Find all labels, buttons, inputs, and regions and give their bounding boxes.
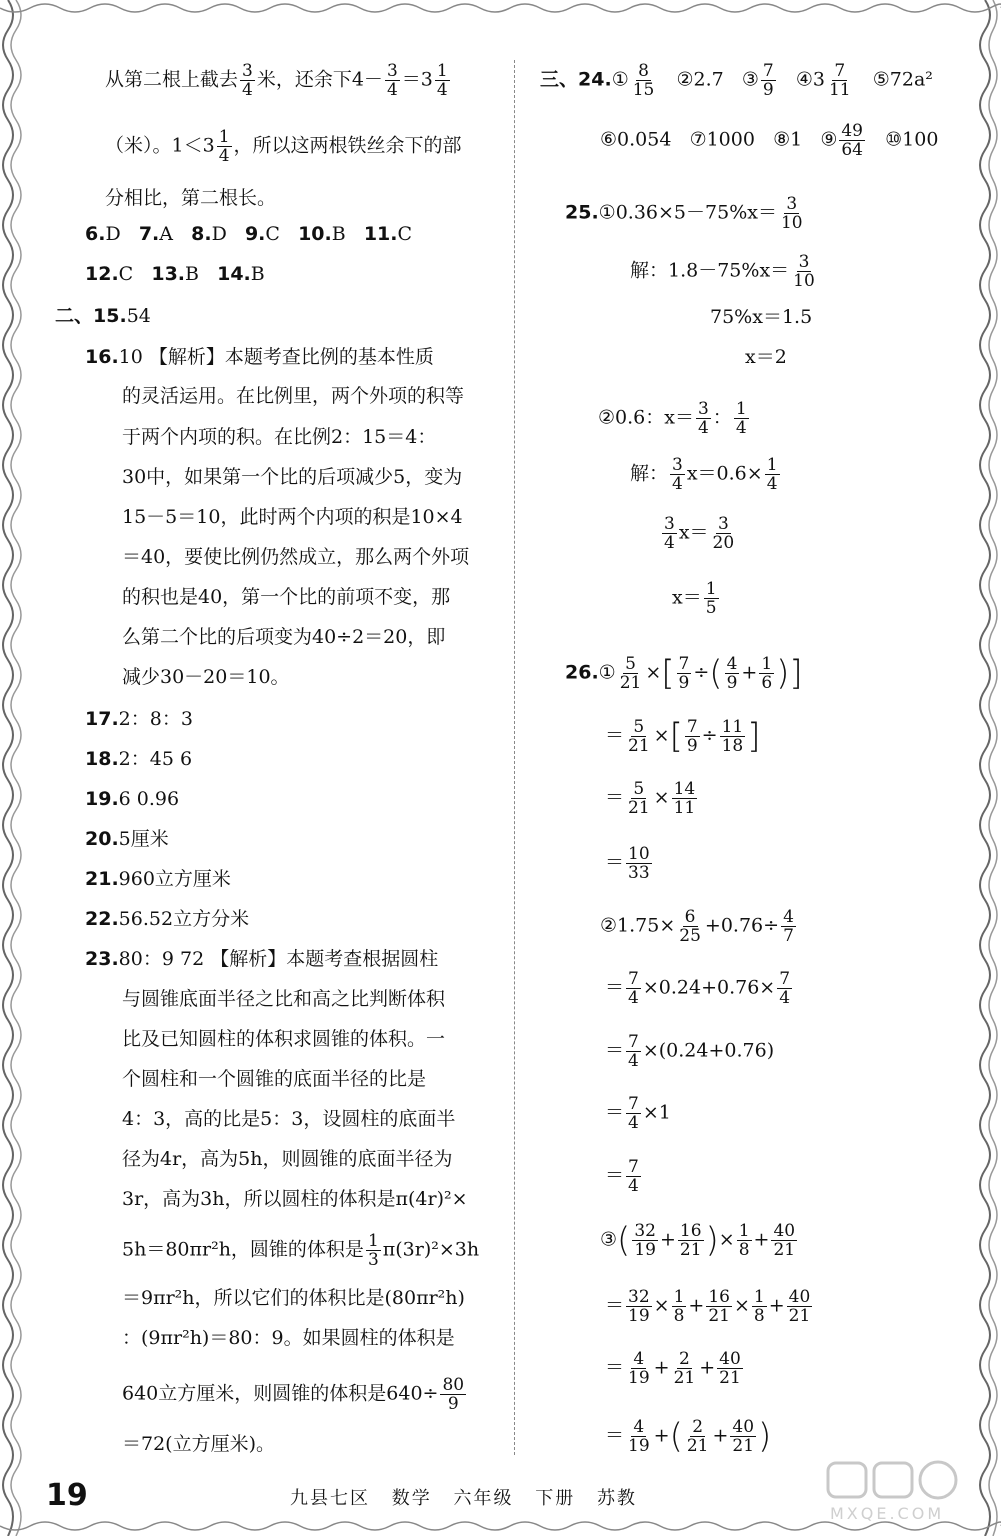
question-number: 26. bbox=[565, 661, 599, 684]
q16-text: ＝40，要使比例仍然成立，那么两个外项 bbox=[122, 546, 470, 568]
text: x＝ bbox=[672, 586, 702, 609]
q26-1-step4: ＝ $\frac{10}{33}$ bbox=[605, 844, 650, 883]
q24-line-1: 三、24.① $\frac{8}{15}$ ②2.7 ③ $\frac{7}{9}$ ④3 $\frac{7}{11}$ ⑤72a² bbox=[540, 61, 933, 100]
answer: ⑤72a² bbox=[872, 68, 933, 91]
q25-eq3: 75%x＝1.5 bbox=[710, 306, 813, 328]
answer: C bbox=[265, 223, 280, 245]
answer: D bbox=[105, 223, 121, 245]
fraction: $\frac{80}{9}$ bbox=[442, 1375, 465, 1414]
question-number: 21. bbox=[85, 868, 119, 890]
answer: B bbox=[250, 263, 265, 285]
line-l3: 分相比，第二根长。 bbox=[105, 187, 277, 209]
text: ，所以这两根铁丝余下的部 bbox=[233, 134, 462, 157]
question-number: 24. bbox=[578, 68, 612, 91]
question-number: 19. bbox=[85, 788, 119, 810]
q25-eq4: x＝2 bbox=[745, 346, 787, 368]
answer: D bbox=[211, 223, 227, 245]
q15-line bbox=[55, 302, 151, 330]
q26-1-step2: ＝ $\frac{5}{21}$ ×[ $\frac{7}{9}$ ÷ $\frac{11}{18}$ ] bbox=[605, 716, 761, 757]
answer: ⑦1000 bbox=[689, 128, 755, 151]
question-number: 11. bbox=[363, 223, 398, 245]
answer: 6 0.96 bbox=[118, 788, 180, 810]
q19-line bbox=[85, 785, 179, 813]
footer-grade: 六年级 bbox=[453, 1488, 514, 1509]
question-number: 12. bbox=[85, 263, 119, 285]
q16-text: 30中，如果第一个比的后项减少5，变为 bbox=[122, 466, 463, 488]
answer: A bbox=[159, 223, 173, 245]
q26-2-step2: ＝ $\frac{7}{4}$ ×0.24+0.76× $\frac{7}{4}$ bbox=[605, 969, 791, 1008]
question-number: 15. bbox=[93, 305, 127, 327]
q23-text: ＝72(立方厘米)。 bbox=[122, 1433, 276, 1455]
question-number: 16. bbox=[85, 346, 119, 368]
q17-line bbox=[85, 705, 193, 733]
answer: C bbox=[397, 223, 413, 245]
q23-text: 比及已知圆柱的体积求圆锥的体积。一 bbox=[122, 1028, 446, 1050]
question-number: 10. bbox=[298, 223, 332, 245]
q23-text: 个圆柱和一个圆锥的底面半径的比是 bbox=[122, 1068, 427, 1090]
q26-2-step5: ＝ $\frac{7}{4}$ bbox=[605, 1157, 639, 1196]
fraction: $\frac{3}{4}$ bbox=[242, 61, 253, 100]
q26-2-step3: ＝ $\frac{7}{4}$ ×(0.24+0.76) bbox=[605, 1032, 775, 1071]
svg-text:MXQE.COM: MXQE.COM bbox=[830, 1504, 945, 1523]
answer: ⑥0.054 bbox=[600, 128, 672, 151]
text: 640立方厘米，则圆锥的体积是640÷ bbox=[122, 1382, 439, 1405]
q23-text: ：(9πr²h)＝80：9。如果圆柱的体积是 bbox=[122, 1327, 455, 1349]
footer-region: 九县七区 bbox=[290, 1488, 370, 1509]
footer-info bbox=[290, 1484, 637, 1510]
text: ①0.36×5－75%x＝ bbox=[598, 201, 777, 224]
question-number: 14. bbox=[217, 263, 251, 285]
fraction: $\frac{3}{4}$ bbox=[386, 61, 398, 100]
fraction: $\frac{1}{4}$ bbox=[436, 61, 448, 100]
answer: B bbox=[185, 263, 199, 285]
q16-text: 的灵活运用。在比例里，两个外项的积等 bbox=[122, 385, 465, 407]
question-number: 20. bbox=[85, 828, 119, 850]
question-number: 13. bbox=[151, 263, 186, 285]
text: ＝3 bbox=[401, 68, 433, 91]
q23-text: 径为4r，高为5h，则圆锥的底面半径为 bbox=[122, 1148, 453, 1170]
answer: 80：9 72 【解析】本题考查根据圆柱 bbox=[118, 948, 439, 970]
wavy-border-right bbox=[973, 0, 1001, 1536]
q16-text: 么第二个比的后项变为40÷2＝20，即 bbox=[122, 626, 446, 648]
q16-text: 的积也是40，第一个比的前项不变，那 bbox=[122, 586, 451, 608]
q22-line bbox=[85, 905, 249, 933]
question-number: 9. bbox=[244, 223, 266, 245]
choice-row-1 bbox=[85, 220, 412, 248]
q26-1-step1: 26.① $\frac{5}{21}$ ×[ $\frac{7}{9}$ ÷( $\frac{4}{9}$ + $\frac{1}{6}$ )] bbox=[565, 653, 803, 694]
q26-2-step4: ＝ $\frac{7}{4}$ ×1 bbox=[605, 1094, 671, 1133]
footer-edition: 苏教 bbox=[596, 1488, 637, 1509]
wavy-border-top bbox=[0, 0, 1001, 24]
fraction: $\frac{1}{3}$ bbox=[367, 1231, 379, 1270]
q23-text: ＝9πr²h，所以它们的体积比是(80πr²h) bbox=[122, 1287, 465, 1309]
q25-eq2: 解：1.8－75%x＝ $\frac{3}{10}$ bbox=[630, 252, 815, 291]
text: （米）。1＜3 bbox=[105, 134, 215, 157]
q26-2-step1: ②1.75× $\frac{6}{25}$ +0.76÷ $\frac{4}{7}$ bbox=[600, 907, 794, 946]
question-number: 22. bbox=[85, 908, 119, 930]
answer: 10 【解析】本题考查比例的基本性质 bbox=[118, 346, 434, 368]
text: x＝ bbox=[678, 521, 709, 544]
q25-eq6: 解： $\frac{3}{4}$ x＝0.6× $\frac{1}{4}$ bbox=[630, 455, 778, 494]
q23-text bbox=[122, 1376, 468, 1413]
q16-text: 减少30－20＝10。 bbox=[122, 666, 290, 688]
line-l2 bbox=[105, 128, 462, 165]
q24-line-2: ⑥0.054 ⑦1000 ⑧1 ⑨ $\frac{49}{64}$ ⑩100 bbox=[600, 121, 939, 160]
q23-text: 3r，高为3h，所以圆柱的体积是π(4r)²× bbox=[122, 1188, 468, 1210]
q21-line bbox=[85, 865, 231, 893]
footer-subject: 数学 bbox=[391, 1488, 432, 1509]
fraction: $\frac{1}{4}$ bbox=[218, 127, 230, 166]
question-number: 6. bbox=[85, 223, 106, 245]
q25-eq1: 25.①0.36×5－75%x＝ $\frac{3}{10}$ bbox=[565, 194, 803, 233]
question-number: 23. bbox=[85, 948, 119, 970]
text: 解：1.8－75%x＝ bbox=[630, 259, 790, 282]
wavy-border-left bbox=[0, 0, 28, 1536]
answer: C bbox=[118, 263, 134, 285]
answer: ②2.7 bbox=[676, 68, 724, 91]
choice-row-2 bbox=[85, 260, 265, 288]
q25-eq5: ②0.6：x＝ $\frac{3}{4}$ ： $\frac{1}{4}$ bbox=[598, 399, 747, 438]
q23-line bbox=[85, 945, 438, 973]
answer: 54 bbox=[126, 305, 151, 327]
text: π(3r)²×3h bbox=[382, 1238, 480, 1261]
answer: B bbox=[331, 223, 346, 245]
q16-text: 15－5＝10，此时两个内项的积是10×4 bbox=[122, 506, 463, 528]
q25-eq7: $\frac{3}{4}$ x＝ $\frac{3}{20}$ bbox=[664, 514, 735, 553]
column-divider bbox=[514, 60, 515, 1455]
text: 解： bbox=[630, 462, 669, 485]
question-number: 25. bbox=[565, 201, 599, 224]
answer: 56.52立方分米 bbox=[118, 908, 250, 930]
q26-3-step3: ＝ $\frac{4}{19}$ + $\frac{2}{21}$ + $\frac{40}{21}$ bbox=[605, 1349, 741, 1388]
answer: 2：45 6 bbox=[118, 748, 193, 770]
text: ②0.6：x＝ bbox=[598, 406, 694, 429]
q16-text: 于两个内项的积。在比例2：15＝4： bbox=[122, 426, 437, 448]
text: x＝0.6× bbox=[686, 462, 763, 485]
text: 从第二根上截去 bbox=[105, 68, 239, 91]
answer: 5厘米 bbox=[118, 828, 169, 850]
q23-text: 4：3，高的比是5：3，设圆柱的底面半 bbox=[122, 1108, 456, 1130]
section-label: 二、 bbox=[55, 305, 94, 327]
answer: ⑩100 bbox=[885, 128, 939, 151]
page-number: 19 bbox=[46, 1478, 88, 1513]
question-number: 17. bbox=[85, 708, 119, 730]
q26-3-step1: ③( $\frac{32}{19}$ + $\frac{16}{21}$ )× $\frac{1}{8}$ + $\frac{40}{21}$ bbox=[600, 1220, 796, 1261]
q16-line bbox=[85, 343, 434, 371]
q26-3-step4: ＝ $\frac{4}{19}$ +( $\frac{2}{21}$ + $\frac{40}{21}$ ) bbox=[605, 1416, 772, 1457]
answer: 2：8：3 bbox=[118, 708, 193, 730]
watermark-logo bbox=[820, 1455, 970, 1525]
answer: ⑧1 bbox=[773, 128, 803, 151]
question-number: 18. bbox=[85, 748, 119, 770]
text: 5h＝80πr²h，圆锥的体积是 bbox=[122, 1238, 364, 1261]
footer-term: 下册 bbox=[535, 1488, 576, 1509]
question-number: 8. bbox=[191, 223, 212, 245]
q26-1-step3: ＝ $\frac{5}{21}$ × $\frac{14}{11}$ bbox=[605, 779, 696, 818]
q23-text: 与圆锥底面半径之比和高之比判断体积 bbox=[122, 988, 446, 1010]
question-number: 7. bbox=[138, 223, 160, 245]
q26-3-step2: ＝ $\frac{32}{19}$ × $\frac{1}{8}$ + $\frac{16}{21}$ × $\frac{1}{8}$ + $\frac{40}{21}$ bbox=[605, 1287, 811, 1326]
answer: 960立方厘米 bbox=[118, 868, 231, 890]
q18-line bbox=[85, 745, 192, 773]
q20-line bbox=[85, 825, 169, 853]
text: 米，还余下4－ bbox=[256, 68, 383, 91]
q25-eq8: x＝ $\frac{1}{5}$ bbox=[672, 579, 717, 618]
section-label: 三、 bbox=[540, 68, 579, 91]
line-l1 bbox=[105, 62, 452, 99]
q23-text bbox=[122, 1232, 479, 1269]
